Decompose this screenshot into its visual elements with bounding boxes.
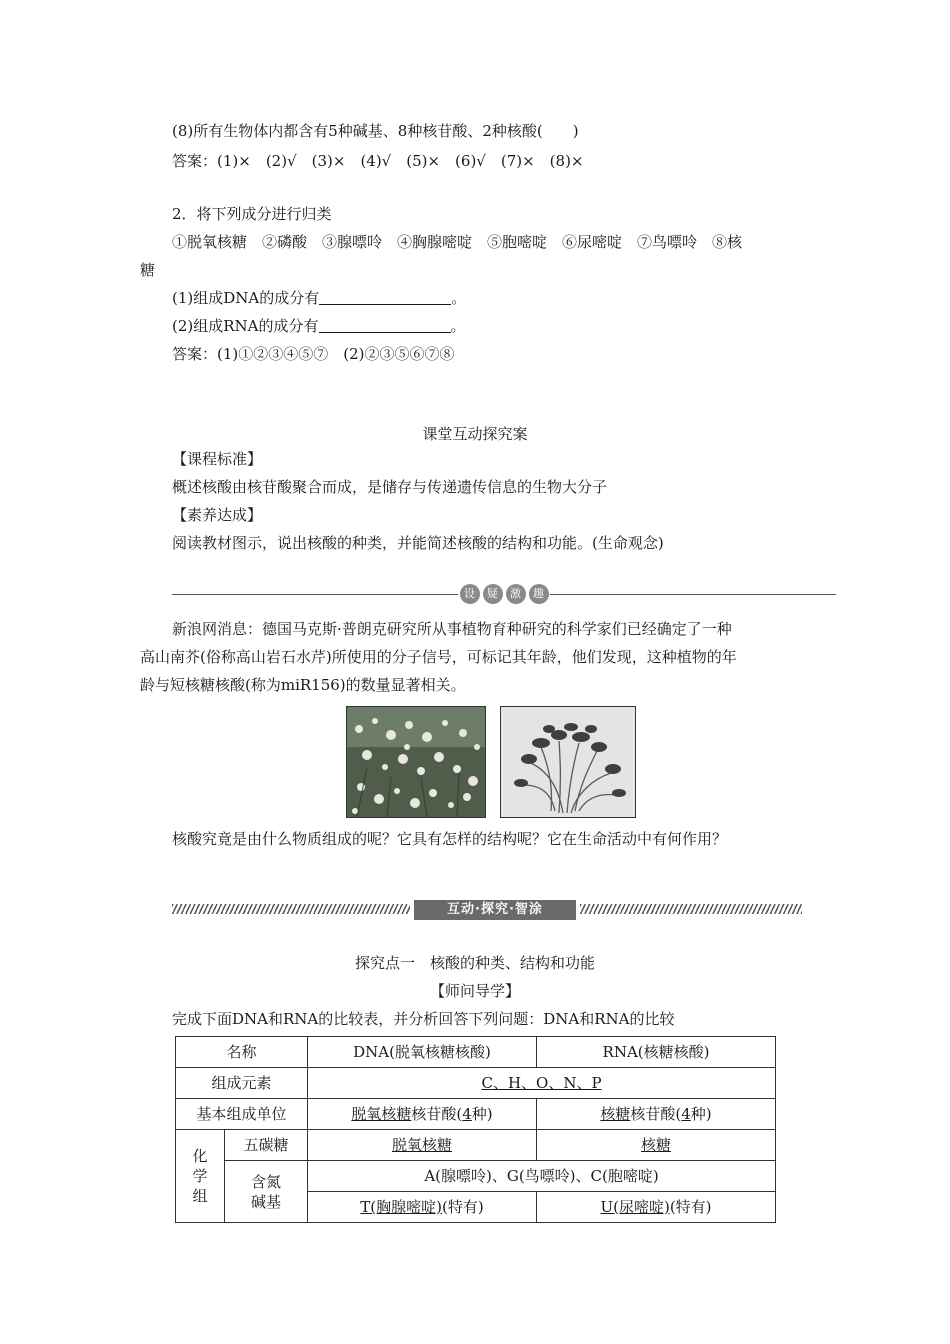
chem-char: 化 xyxy=(192,1147,208,1165)
flower-field-image xyxy=(347,707,485,817)
bases-label-1: 含氮 xyxy=(251,1172,282,1191)
question-8: (8)所有生物体内都含有5种碱基、8种核苷酸、2种核酸( ) xyxy=(172,122,579,140)
question-2-options-wrap: 糖 xyxy=(140,261,156,279)
banner-rule xyxy=(172,594,458,595)
header-rna: RNA(核糖核酸) xyxy=(537,1037,776,1068)
answer-1: 答案：(1)× (2)√ (3)× (4)√ (5)× (6)√ (7)× (8)× xyxy=(172,152,584,170)
dna-unique-base-name: T(胸腺嘧啶) xyxy=(360,1198,443,1216)
rna-pentose-text: 核糖 xyxy=(641,1136,672,1154)
header-name: 名称 xyxy=(176,1037,308,1068)
row-label-pentose: 五碳糖 xyxy=(225,1130,308,1161)
guiding-question: 核酸究竟是由什么物质组成的呢？它具有怎样的结构呢？它在生命活动中有何作用？ xyxy=(172,830,728,848)
news-line-3: 龄与短核糖核酸(称为miR156)的数量显著相关。 xyxy=(140,676,466,694)
banner-hatch xyxy=(172,904,410,914)
elements-value xyxy=(308,1068,776,1099)
dna-unique-note: (特有) xyxy=(442,1198,484,1216)
row-label-unit: 基本组成单位 xyxy=(176,1099,308,1130)
banner-tag xyxy=(458,584,550,606)
dna-unit-mid: 核苷酸( xyxy=(411,1105,463,1123)
rna-unique-base xyxy=(537,1192,776,1223)
explore-title: 探究点一 核酸的种类、结构和功能 xyxy=(354,954,595,972)
table-intro: 完成下面DNA和RNA的比较表，并分析回答下列问题：DNA和RNA的比较 xyxy=(172,1010,675,1028)
table-row xyxy=(176,1037,776,1068)
plant-field-photo xyxy=(346,706,486,818)
literacy-text: 阅读教材图示，说出核酸的种类，并能简述核酸的结构和功能。(生命观念) xyxy=(172,534,664,552)
banner-char: 激 xyxy=(506,584,526,604)
chem-char: 组 xyxy=(192,1187,208,1205)
dna-unique-base xyxy=(308,1192,537,1223)
rna-unit-end: 种) xyxy=(690,1105,712,1123)
rna-unit-sugar: 核糖 xyxy=(600,1105,631,1123)
table-row xyxy=(176,1068,776,1099)
row-label-elements: 组成元素 xyxy=(176,1068,308,1099)
guide-heading: 【师问导学】 xyxy=(429,982,520,1000)
dna-pentose xyxy=(308,1130,537,1161)
shared-bases: A(腺嘌呤)、G(鸟嘌呤)、C(胞嘧啶) xyxy=(308,1161,776,1192)
literacy-heading: 【素养达成】 xyxy=(172,506,263,524)
header-dna: DNA(脱氧核糖核酸) xyxy=(308,1037,537,1068)
dna-unit-end: 种) xyxy=(471,1105,493,1123)
standard-heading: 【课程标准】 xyxy=(172,450,263,468)
sub-2-text: (2)组成RNA的成分有 xyxy=(172,317,319,335)
row-label-bases xyxy=(225,1161,308,1223)
dna-unit-count: 4 xyxy=(462,1105,472,1123)
banner-rule xyxy=(550,594,836,595)
dna-unit xyxy=(308,1099,537,1130)
dna-unit-sugar: 脱氧核糖 xyxy=(351,1105,412,1123)
answer-blank xyxy=(319,318,451,333)
banner-label: 互动·探究·智涂 xyxy=(414,900,576,920)
answer-blank xyxy=(319,290,451,305)
bases-label-2: 碱基 xyxy=(251,1192,282,1211)
table-row xyxy=(176,1161,776,1192)
banner-char: 疑 xyxy=(483,584,503,604)
question-2-sub-1 xyxy=(172,287,466,309)
rna-unit-mid: 核苷酸( xyxy=(630,1105,682,1123)
section-banner-explore xyxy=(172,900,802,920)
rna-pentose xyxy=(537,1130,776,1161)
question-2-sub-2 xyxy=(172,315,466,337)
standard-text: 概述核酸由核苷酸聚合而成，是储存与传递遗传信息的生物大分子 xyxy=(172,478,608,496)
table-row xyxy=(176,1130,776,1161)
sprout-bunch-image xyxy=(501,707,635,817)
question-2-options: ①脱氧核糖 ②磷酸 ③腺嘌呤 ④胸腺嘧啶 ⑤胞嘧啶 ⑥尿嘧啶 ⑦鸟嘌呤 ⑧核 xyxy=(172,233,743,251)
answer-2: 答案：(1)①②③④⑤⑦ (2)②③⑤⑥⑦⑧ xyxy=(172,345,455,363)
chemical-composition-label xyxy=(176,1130,225,1223)
section-banner-intro xyxy=(172,584,836,606)
news-line-1: 新浪网消息：德国马克斯·普朗克研究所从事植物育种研究的科学家们已经确定了一种 xyxy=(172,620,732,638)
chem-char: 学 xyxy=(192,1167,208,1185)
rna-unique-note: (特有) xyxy=(669,1198,712,1216)
dna-pentose-text: 脱氧核糖 xyxy=(392,1136,453,1154)
period: 。 xyxy=(451,289,467,307)
banner-hatch xyxy=(580,904,802,914)
plant-bunch-photo xyxy=(500,706,636,818)
rna-unit-count: 4 xyxy=(681,1105,691,1123)
rna-unique-base-name: U(尿嘧啶) xyxy=(600,1198,670,1216)
banner-char: 设 xyxy=(460,584,480,604)
section-title: 课堂互动探究案 xyxy=(422,425,528,443)
news-line-2: 高山南芥(俗称高山岩石水芹)所使用的分子信号，可标记其年龄，他们发现，这种植物的年 xyxy=(140,648,737,666)
question-2-title: 2．将下列成分进行归类 xyxy=(172,205,332,223)
elements-text: C、H、O、N、P xyxy=(481,1074,602,1092)
banner-char: 趣 xyxy=(529,584,549,604)
period: 。 xyxy=(450,317,466,335)
table-row xyxy=(176,1099,776,1130)
dna-rna-comparison-table xyxy=(175,1036,776,1223)
sub-1-text: (1)组成DNA的成分有 xyxy=(172,289,320,307)
rna-unit xyxy=(537,1099,776,1130)
